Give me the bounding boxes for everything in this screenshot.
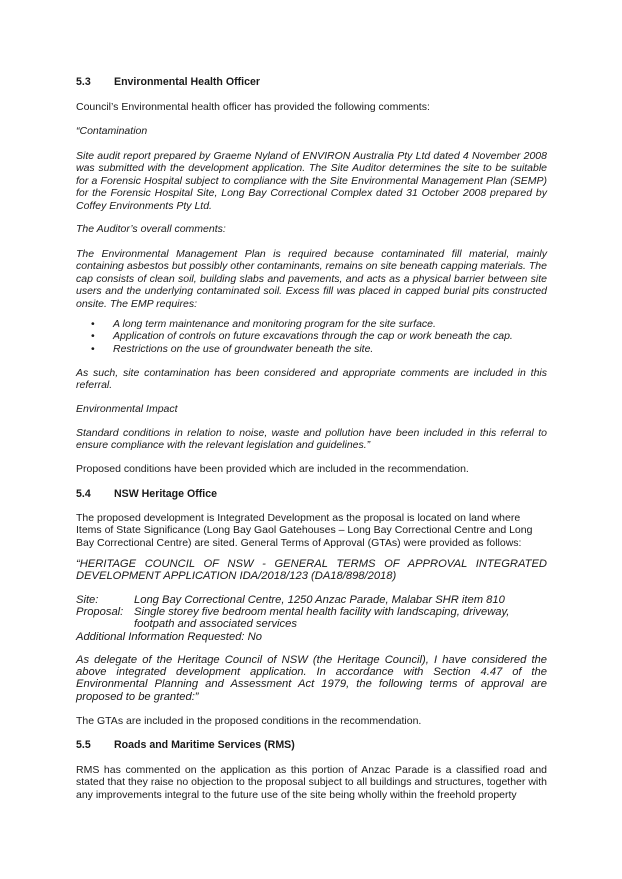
- site-row: [76, 594, 547, 606]
- heritage-gta-header: “HERITAGE COUNCIL OF NSW - GENERAL TERMS OF APPROVAL INTEGRATED DEVELOPMENT APPLICATION IDA/2018/123 (DA18/898/2018): [76, 558, 547, 583]
- section-number: 5.3: [76, 76, 91, 88]
- delegate-paragraph: As delegate of the Heritage Council of NSW (the Heritage Council), I have considered the above integrated development application. In accordance with Section 4.47 of the Environmental Planning and Assessment Act 1979, the following terms of approval are proposed to be granted:”: [76, 654, 547, 703]
- heritage-details: [76, 594, 547, 643]
- site-audit-paragraph: Site audit report prepared by Graeme Nyland of ENVIRON Australia Pty Ltd dated 4 November 2008 was submitted with the development application. The Site Auditor determines the site to be suitable for a Forensic Hospital subject to compliance with the Site Environmental Management Plan (SEMP) for the Forensic Hospital Site, Long Bay Correctional Complex dated 31 October 2008 prepared by Coffey Environments Pty Ltd.: [76, 150, 547, 212]
- environmental-impact-label: Environmental Impact: [76, 403, 178, 415]
- heritage-intro-paragraph: The proposed development is Integrated Development as the proposal is located on land where Items of State Significance (Long Bay Gaol Gatehouses – Long Bay Correctional Centre and Long Bay Correctional Centre) are sited. General Terms of Approval (GTAs) were provided as follows:: [76, 512, 533, 549]
- section-number: 5.4: [76, 488, 91, 500]
- auditor-comments-label: The Auditor’s overall comments:: [76, 223, 226, 235]
- gtas-text: The GTAs are included in the proposed conditions in the recommendation.: [76, 715, 422, 727]
- section-title: Roads and Maritime Services (RMS): [114, 739, 295, 751]
- additional-info-line: Additional Information Requested: No: [76, 630, 262, 643]
- section-title: Environmental Health Officer: [114, 76, 260, 88]
- emp-requirements-list: [76, 318, 547, 355]
- list-item: • Restrictions on the use of groundwater beneath the site.: [76, 343, 547, 355]
- proposal-value: Single storey five bedroom mental health facility with landscaping, driveway, footpath and associated services: [134, 606, 510, 631]
- section-5-3-heading: [76, 76, 260, 88]
- contamination-label: “Contamination: [76, 125, 148, 137]
- proposal-key: Proposal:: [76, 606, 124, 619]
- site-value: Long Bay Correctional Centre, 1250 Anzac Parade, Malabar SHR item 810: [134, 594, 505, 606]
- site-key: Site:: [76, 594, 99, 606]
- section-5-4-heading: [76, 488, 217, 500]
- as-such-paragraph: As such, site contamination has been considered and appropriate comments are included in this referral.: [76, 367, 547, 392]
- emp-paragraph: The Environmental Management Plan is required because contaminated fill material, mainly containing asbestos but possibly other contaminants, remains on site beneath capping materials. The cap consists of clean soil, building slabs and pavements, and acts as a physical barrier between site users and the underlying contaminated soil. Excess fill was placed in capped burial pits constructed onsite. The EMP requires:: [76, 248, 547, 310]
- list-item: • A long term maintenance and monitoring program for the site surface.: [76, 318, 547, 330]
- section-5-5-heading: [76, 739, 295, 751]
- standard-conditions-paragraph: Standard conditions in relation to noise, waste and pollution have been included in this referral to ensure compliance with the relevant legislation and guidelines.”: [76, 427, 547, 452]
- section-number: 5.5: [76, 739, 91, 751]
- ehr-intro: Council’s Environmental health officer has provided the following comments:: [76, 101, 430, 113]
- section-title: NSW Heritage Office: [114, 488, 218, 500]
- rms-paragraph: RMS has commented on the application as this portion of Anzac Parade is a classified road and stated that they raise no objection to the proposal subject to all buildings and structures, together with any improvements integral to the future use of the site being wholly within the freehold property: [76, 764, 547, 801]
- proposed-conditions-text: Proposed conditions have been provided which are included in the recommendation.: [76, 463, 469, 475]
- proposal-row: [76, 606, 547, 630]
- list-item: • Application of controls on future excavations through the cap or work beneath the cap.: [76, 330, 547, 342]
